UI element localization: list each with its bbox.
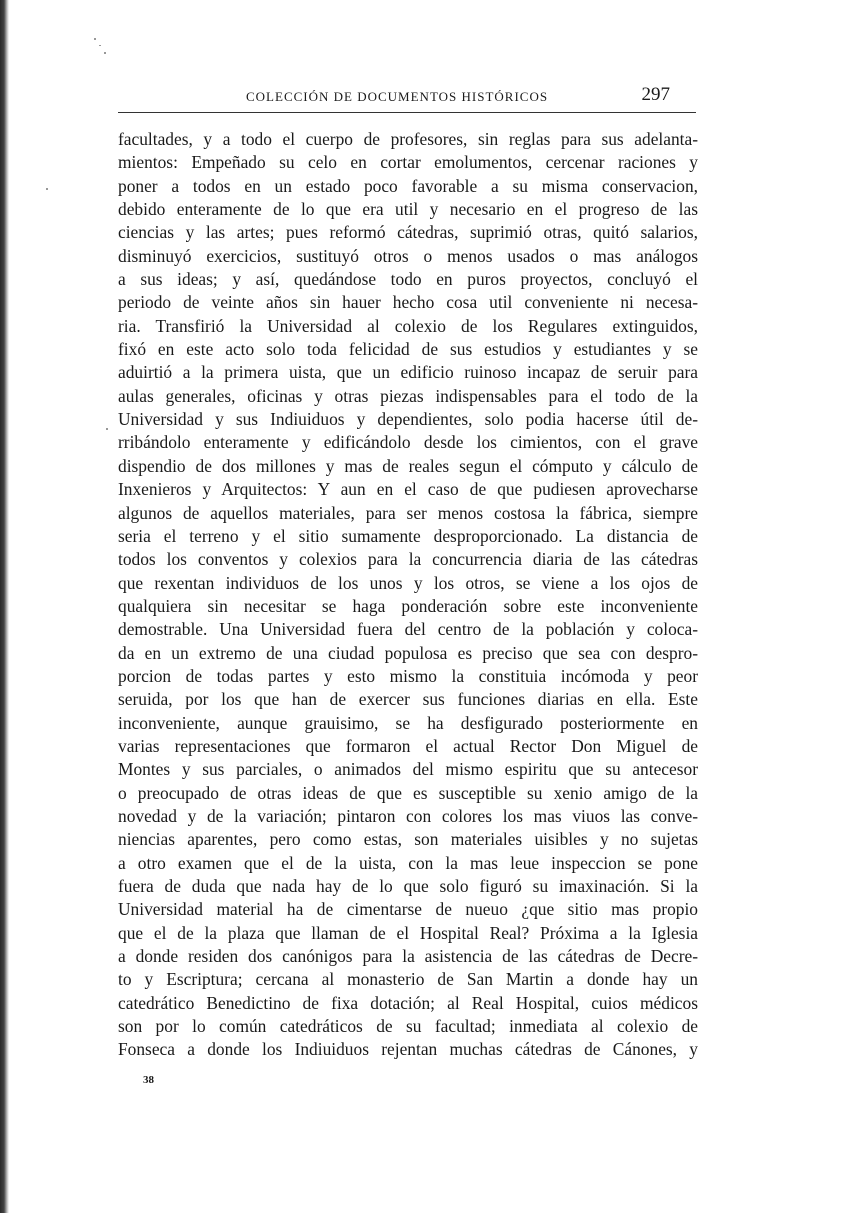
paper-speck — [104, 52, 106, 54]
text-line: Inxenieros y Arquitectos: Y aun en el caso de que pudiesen aprovecharse — [118, 479, 698, 500]
text-line: niencias aparentes, pero como estas, son materiales uisibles y no sujetas — [118, 829, 698, 850]
text-line: facultades, y a todo el cuerpo de profesores, sin reglas para sus adelanta- — [118, 129, 698, 149]
text-line: seruida, por los que han de exercer sus funciones diarias en ella. Este — [118, 689, 698, 710]
signature-mark: 38 — [143, 1074, 154, 1086]
text-line: ciencias y las artes; pues reformó cátedras, suprimió otras, quitó salarios, — [118, 222, 698, 243]
text-line: demostrable. Una Universidad fuera del centro de la población y coloca- — [118, 619, 698, 640]
text-line: Universidad y sus Indiuiduos y dependientes, solo podia hacerse útil de- — [118, 409, 698, 430]
text-line: aduirtió a la primera uista, que un edificio ruinoso incapaz de seruir para — [118, 362, 698, 383]
running-title: COLECCIÓN DE DOCUMENTOS HISTÓRICOS — [246, 89, 549, 104]
text-line: son por lo común catedráticos de su facultad; inmediata al colexio de — [118, 1016, 698, 1037]
text-line: aulas generales, oficinas y otras piezas indispensables para el todo de la — [118, 385, 698, 406]
text-line: disminuyó exercicios, sustituyó otros o menos usados o mas análogos — [118, 245, 698, 266]
binding-edge — [0, 0, 9, 1213]
text-line: seria el terreno y el sitio sumamente desproporcionado. La distancia de — [118, 525, 698, 546]
text-line: ria. Transfirió la Universidad al colexio de los Regulares extinguidos, — [118, 315, 698, 336]
text-line: Montes y sus parciales, o animados del mismo espiritu que su antecesor — [118, 759, 698, 780]
text-line: varias representaciones que formaron el actual Rector Don Miguel de — [118, 735, 698, 756]
page-header — [118, 84, 696, 113]
text-line: porcion de todas partes y esto mismo la constituia incómoda y peor — [118, 665, 698, 686]
text-line: a donde residen dos canónigos para la asistencia de las cátedras de Decre- — [118, 946, 698, 967]
text-line: catedrático Benedictino de fixa dotación; al Real Hospital, cuios médicos — [118, 992, 698, 1013]
text-line: a sus ideas; y así, quedándose todo en puros proyectos, concluyó el — [118, 269, 698, 290]
body-text — [118, 128, 698, 1062]
text-line: periodo de veinte años sin hauer hecho cosa util conveniente ni necesa- — [118, 292, 698, 313]
text-line: dispendio de dos millones y mas de reales segun el cómputo y cálculo de — [118, 455, 698, 476]
text-line: da en un extremo de una ciudad populosa es preciso que sea con despro- — [118, 642, 698, 663]
text-line: novedad y de la variación; pintaron con colores los mas viuos las conve- — [118, 805, 698, 826]
text-line: fuera de duda que nada hay de lo que solo figuró su imaxinación. Si la — [118, 876, 698, 896]
text-line: Universidad material ha de cimentarse de nueuo ¿que sitio mas propio — [118, 899, 698, 920]
text-line: algunos de aquellos materiales, para ser menos costosa la fábrica, siempre — [118, 502, 698, 523]
text-line: inconveniente, aunque grauisimo, se ha desfigurado posteriormente en — [118, 712, 698, 733]
text-line: a otro examen que el de la uista, con la mas leue inspeccion se pone — [118, 852, 698, 873]
text-line: debido enteramente de lo que era util y necesario en el progreso de las — [118, 199, 698, 220]
text-line: que rexentan individuos de los unos y los otros, se viene a los ojos de — [118, 572, 698, 593]
text-line: fixó en este acto solo toda felicidad de sus estudios y estudiantes y se — [118, 339, 698, 360]
paper-speck — [99, 45, 101, 46]
text-line: poner a todos en un estado poco favorable a su misma conservacion, — [118, 175, 698, 196]
text-line: todos los conventos y colexios para la concurrencia diaria de las cátedras — [118, 549, 698, 570]
text-line: o preocupado de otras ideas de que es susceptible su xenio amigo de la — [118, 782, 698, 803]
paper-speck — [46, 188, 48, 190]
page-number: 297 — [641, 84, 670, 105]
text-line: que el de la plaza que llaman de el Hospital Real? Próxima a la Iglesia — [118, 922, 698, 943]
text-line: mientos: Empeñado su celo en cortar emolumentos, cercenar raciones y — [118, 152, 698, 173]
paper-speck — [94, 38, 96, 40]
text-line: qualquiera sin necesitar se haga ponderación sobre este inconveniente — [118, 595, 698, 616]
text-line: to y Escriptura; cercana al monasterio de San Martin a donde hay un — [118, 969, 698, 990]
text-line: rribándolo enteramente y edificándolo desde los cimientos, con el grave — [118, 432, 698, 453]
paper-speck — [106, 428, 108, 430]
text-line: Fonseca a donde los Indiuiduos rejentan muchas cátedras de Cánones, y — [118, 1039, 698, 1060]
